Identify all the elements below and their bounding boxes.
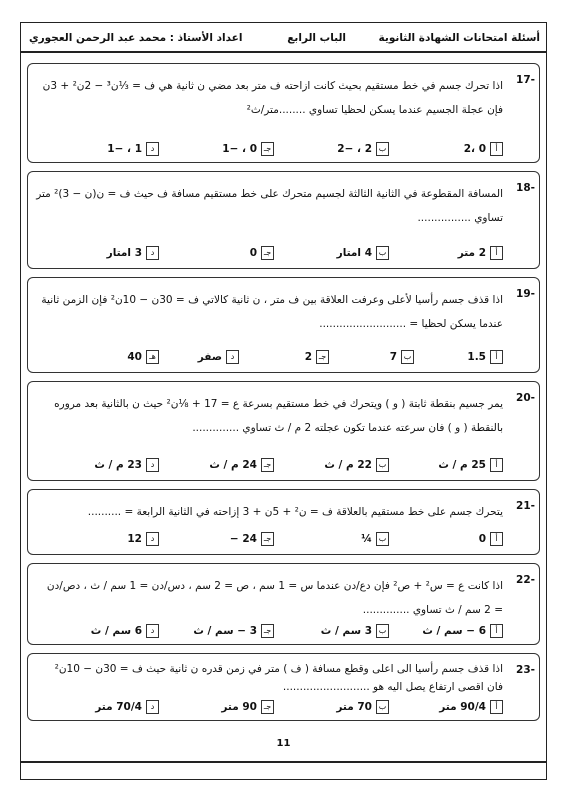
option[interactable] [390, 350, 414, 364]
option-letter: ب [376, 700, 389, 714]
option[interactable] [107, 142, 159, 156]
option-value: 23 م / ث [94, 459, 142, 471]
option-value: 22 م / ث [324, 459, 372, 471]
option-value: 4 امتار [336, 247, 372, 259]
option-value: 3 − سم / ث [193, 625, 257, 637]
option-value: 6 − سم / ث [422, 625, 486, 637]
option[interactable] [230, 532, 274, 546]
option[interactable] [336, 700, 389, 714]
option-value: 3 سم / ث [320, 625, 372, 637]
question-number: 17- [516, 74, 535, 86]
option[interactable] [91, 624, 159, 638]
option-letter: جـ [261, 532, 274, 546]
question-19 [27, 277, 540, 373]
question-text: اذا كانت ع = س² + ص² فإن دع/دن عندما س = 1 سم ، ص = 2 سم ، دس/دن = 1 سم / ث ، دص/دن = 2 سم / ث تساوي .............. [46, 580, 503, 616]
option-value: 40 [127, 351, 142, 363]
option-value: 25 م / ث [438, 459, 486, 471]
question-number: 23- [516, 664, 535, 676]
option-value: 0 ، −1 [222, 143, 257, 155]
question-21 [27, 489, 540, 555]
question-23 [27, 653, 540, 721]
option[interactable] [439, 700, 503, 714]
option-letter: د [146, 142, 159, 156]
question-number: 20- [516, 392, 535, 404]
option-value: 7 [389, 351, 397, 363]
option-value: 2 متر [457, 247, 486, 259]
option[interactable] [438, 458, 503, 472]
page-header [21, 29, 546, 53]
option[interactable] [95, 700, 159, 714]
option[interactable] [479, 532, 503, 546]
option[interactable] [464, 142, 503, 156]
option-value: 2 ، −2 [337, 143, 372, 155]
option-value: 0 ،2 [463, 143, 486, 155]
option-value: 24 − [229, 533, 257, 545]
question-number: 22- [516, 574, 535, 586]
option[interactable] [127, 532, 159, 546]
option[interactable] [324, 458, 389, 472]
option-value: 6 سم / ث [90, 625, 142, 637]
question-text: المسافة المقطوعة في الثانية الثالثة لجسيم متحرك على خط مستقيم مسافة ف حيث ف = ن(ن − 3)² متر تساوي ................ [36, 188, 503, 224]
option-letter: ب [376, 532, 389, 546]
option[interactable] [337, 246, 389, 260]
option-letter: جـ [316, 350, 329, 364]
option-value: 2 [304, 351, 312, 363]
option-letter: جـ [261, 142, 274, 156]
footer-divider [21, 761, 546, 763]
question-18 [27, 171, 540, 269]
option-letter: د [146, 246, 159, 260]
option[interactable] [305, 350, 329, 364]
question-number: 18- [516, 182, 535, 194]
question-text: يمر جسيم بنقطة ثابتة ( و ) ويتحرك في خط مستقيم بسرعة ع = 17 + ⅛ن² حيث ن بالثانية بعد مروره بالنقطة ( و ) فان سرعته عندما تكون عجلته 2 م / ث تساوي .............. [54, 398, 503, 434]
option-letter: أ [490, 350, 503, 364]
option-value: 1.5 [467, 351, 486, 363]
option-letter: جـ [261, 246, 274, 260]
option-value: 24 م / ث [209, 459, 257, 471]
option-letter: جـ [261, 700, 274, 714]
option[interactable] [321, 624, 389, 638]
option-letter: أ [490, 532, 503, 546]
option-letter: هـ [146, 350, 159, 364]
option-value: ¼ [361, 533, 372, 545]
option-letter: د [226, 350, 239, 364]
option-letter: أ [490, 246, 503, 260]
question-20 [27, 381, 540, 481]
question-text: اذا تحرك جسم في خط مستقيم بحيث كانت ازاحته ف متر بعد مضي ن ثانية هي ف = ⅓ن³ − 2ن² + 3ن فإن عجلة الجسيم عندما يسكن لحظيا تساوي ........متر/ث² [42, 80, 503, 116]
option-letter: ب [401, 350, 414, 364]
question-number: 19- [516, 288, 535, 300]
option-letter: أ [490, 458, 503, 472]
option-value: 3 امتار [106, 247, 142, 259]
question-text: اذا قذف جسم رأسيا الى اعلى وقطع مسافة ( ف ) متر في زمن قدره ن ثانية حيث ف = 30ن − 10ن² فان اقصى ارتفاع يصل اليه هو .......................... [54, 663, 503, 693]
book-title: أسئلة امتحانات الشهادة الثانوية [378, 32, 540, 44]
chapter-title: الباب الرابع [287, 32, 346, 44]
option-letter: أ [490, 142, 503, 156]
option[interactable] [250, 246, 274, 260]
option[interactable] [361, 532, 389, 546]
option[interactable] [222, 142, 274, 156]
option-value: 90 متر [221, 701, 257, 713]
question-17 [27, 63, 540, 163]
option-letter: د [146, 458, 159, 472]
option[interactable] [94, 458, 159, 472]
option[interactable] [107, 246, 159, 260]
option-value: 0 [249, 247, 257, 259]
option-letter: د [146, 532, 159, 546]
option[interactable] [422, 624, 503, 638]
option-letter: أ [490, 624, 503, 638]
question-text: يتحرك جسم على خط مستقيم بالعلاقة ف = ن² + 5ن + 3 إزاحته في الثانية الرابعة = .......... [87, 506, 503, 518]
option-value: 1 ، −1 [107, 143, 142, 155]
option[interactable] [127, 350, 159, 364]
option-letter: ب [376, 458, 389, 472]
option[interactable] [209, 458, 274, 472]
option-letter: د [146, 700, 159, 714]
option-letter: أ [490, 700, 503, 714]
question-22 [27, 563, 540, 645]
option-letter: جـ [261, 624, 274, 638]
option-letter: جـ [261, 458, 274, 472]
option[interactable] [337, 142, 389, 156]
option-letter: د [146, 624, 159, 638]
option[interactable] [198, 350, 239, 364]
question-text: اذا قذف جسم رأسيا لأعلى وعرفت العلاقة بين ف متر ، ن ثانية كالاتي ف = 30ن − 10ن² فإن الزمن ثانية عندما يسكن لحظيا = .......................... [41, 294, 503, 330]
option-value: 90/4 متر [439, 701, 486, 713]
question-number: 21- [516, 500, 535, 512]
option[interactable] [467, 350, 503, 364]
option-letter: ب [376, 246, 389, 260]
page-number: 11 [276, 738, 291, 749]
option-value: 0 [478, 533, 486, 545]
option-value: 12 [127, 533, 142, 545]
option-value: 70/4 متر [95, 701, 142, 713]
option-value: صفر [197, 351, 222, 363]
option-letter: ب [376, 142, 389, 156]
option-value: 70 متر [336, 701, 372, 713]
option[interactable] [193, 624, 274, 638]
option[interactable] [458, 246, 503, 260]
option-letter: ب [376, 624, 389, 638]
exam-page [20, 22, 547, 780]
option[interactable] [221, 700, 274, 714]
author-credit: اعداد الأستاذ : محمد عبد الرحمن العجوري [29, 32, 243, 44]
